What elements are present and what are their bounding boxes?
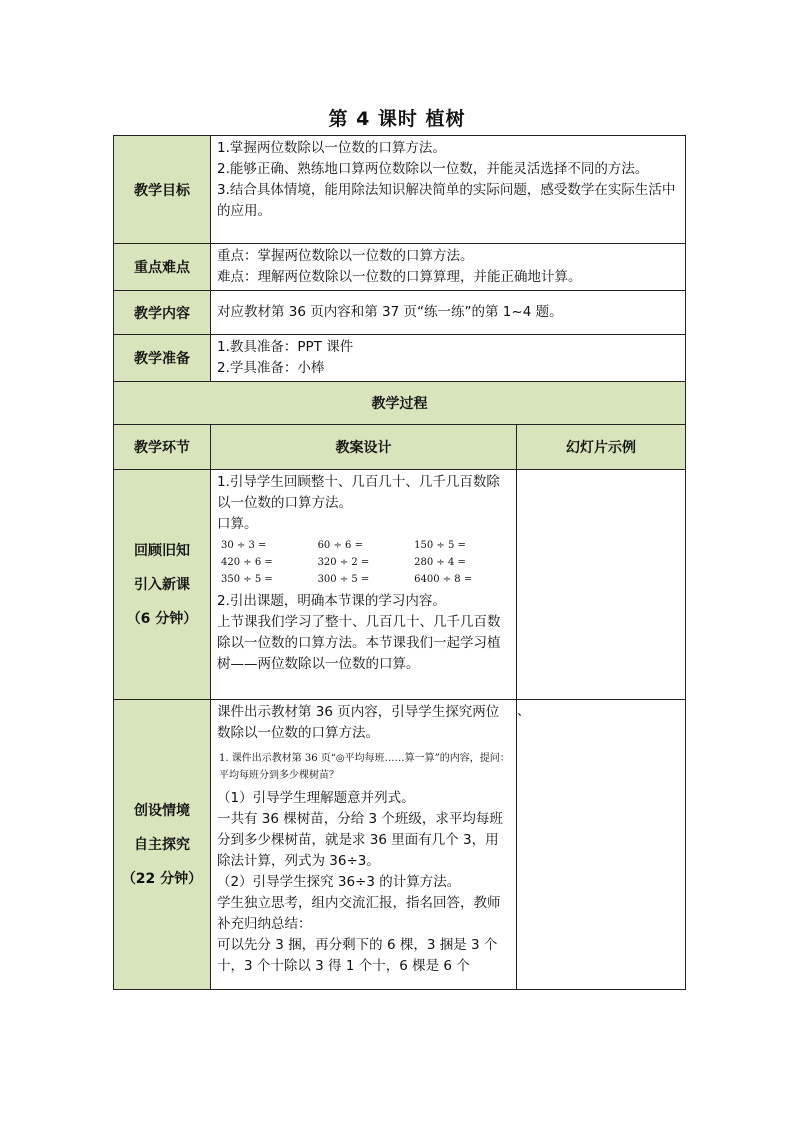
goal-line: 3.结合具体情境，能用除法知识解决简单的实际问题，感受数学在实际生活中的应用。	[217, 182, 676, 219]
stage1-design	[211, 470, 517, 700]
calc-item: 350 ÷ 5 =	[221, 574, 273, 585]
column-header-slides: 幻灯片示例	[517, 425, 686, 470]
stage1-label-line: （6 分钟）	[126, 610, 198, 627]
stage2-p4: （2）引导学生探究 36÷3 的计算方法。	[217, 874, 461, 890]
preparation-line: 1.教具准备：PPT 课件	[217, 339, 354, 355]
stage2-label-line: 自主探究	[134, 836, 190, 853]
stage1-row	[114, 470, 686, 700]
process-heading-row	[114, 382, 686, 425]
stage1-label-line: 引入新课	[134, 576, 190, 593]
stage2-p6: 可以先分 3 捆，再分剩下的 6 棵，3 捆是 3 个十，3 个十除以 3 得 1 个十，6 棵是 6 个	[217, 937, 498, 974]
goal-line: 2.能够正确、熟练地口算两位数除以一位数，并能灵活选择不同的方法。	[217, 161, 649, 177]
calc-item: 6400 ÷ 8 =	[414, 574, 473, 585]
calc-item: 150 ÷ 5 =	[414, 540, 466, 551]
content-label: 教学内容	[114, 291, 211, 335]
key-points-label: 重点难点	[114, 244, 211, 291]
stage2-textbook-excerpt: 1. 课件出示教材第 36 页“◎平均每班……算一算”的内容，提问：平均每班分到多少棵树苗？	[219, 753, 510, 781]
stage2-p1: 课件出示教材第 36 页内容，引导学生探究两位数除以一位数的口算方法。	[217, 704, 500, 741]
calc-item: 300 ÷ 5 =	[317, 574, 370, 585]
column-header-row	[114, 425, 686, 470]
stage1-intro: 1.引导学生回顾整十、几百几十、几千几百数除以一位数的口算方法。	[217, 474, 500, 511]
calc-item: 320 ÷ 2 =	[317, 557, 370, 568]
column-header-stage: 教学环节	[114, 425, 211, 470]
stage2-row	[114, 700, 686, 990]
preparation-row	[114, 335, 686, 382]
calc-item: 60 ÷ 6 =	[317, 540, 363, 551]
goals-content	[211, 136, 686, 244]
stage2-label-line: 创设情境	[134, 802, 190, 819]
key-points-row	[114, 244, 686, 291]
key-points-content	[211, 244, 686, 291]
content-text: 对应教材第 36 页内容和第 37 页“练一练”的第 1~4 题。	[211, 291, 686, 335]
calc-item: 30 ÷ 3 =	[221, 540, 267, 551]
calc-item: 280 ÷ 4 =	[414, 557, 466, 568]
calc-item: 420 ÷ 6 =	[221, 557, 273, 568]
preparation-content	[211, 335, 686, 382]
stage2-p2: （1）引导学生理解题意并列式。	[217, 790, 415, 806]
slide-mark: 、	[517, 704, 531, 719]
stage1-label	[114, 470, 211, 700]
stage1-label-line: 回顾旧知	[134, 542, 190, 559]
preparation-line: 2.学具准备：小棒	[217, 360, 325, 376]
stage2-label-line: （22 分钟）	[121, 870, 203, 887]
stage1-oral: 口算。	[217, 516, 258, 532]
stage2-slides	[517, 700, 686, 990]
stage1-text2: 上节课我们学习了整十、几百几十、几千几百数除以一位数的口算方法。本节课我们一起学习植树——两位数除以一位数的口算。	[217, 614, 501, 672]
preparation-label: 教学准备	[114, 335, 211, 382]
column-header-design: 教案设计	[211, 425, 517, 470]
goals-row	[114, 136, 686, 244]
stage2-label	[114, 700, 211, 990]
oral-calc-table	[221, 537, 512, 588]
stage2-p5: 学生独立思考，组内交流汇报，指名回答，教师补充归纳总结：	[217, 895, 501, 932]
stage1-step2: 2.引出课题，明确本节课的学习内容。	[217, 593, 446, 609]
goal-line: 1.掌握两位数除以一位数的口算方法。	[217, 140, 446, 156]
stage1-slides	[517, 470, 686, 700]
lesson-plan-table	[113, 135, 686, 990]
page-title: 第 4 课时 植树	[328, 108, 466, 130]
content-row	[114, 291, 686, 335]
process-heading: 教学过程	[114, 382, 686, 425]
key-point-line: 难点：理解两位数除以一位数的口算算理，并能正确地计算。	[217, 269, 582, 285]
goals-label: 教学目标	[114, 136, 211, 244]
key-point-line: 重点：掌握两位数除以一位数的口算方法。	[217, 248, 474, 264]
stage2-p3: 一共有 36 棵树苗，分给 3 个班级，求平均每班分到多少棵树苗，就是求 36 里面有几个 3，用除法计算，列式为 36÷3。	[217, 811, 503, 869]
stage2-design	[211, 700, 517, 990]
